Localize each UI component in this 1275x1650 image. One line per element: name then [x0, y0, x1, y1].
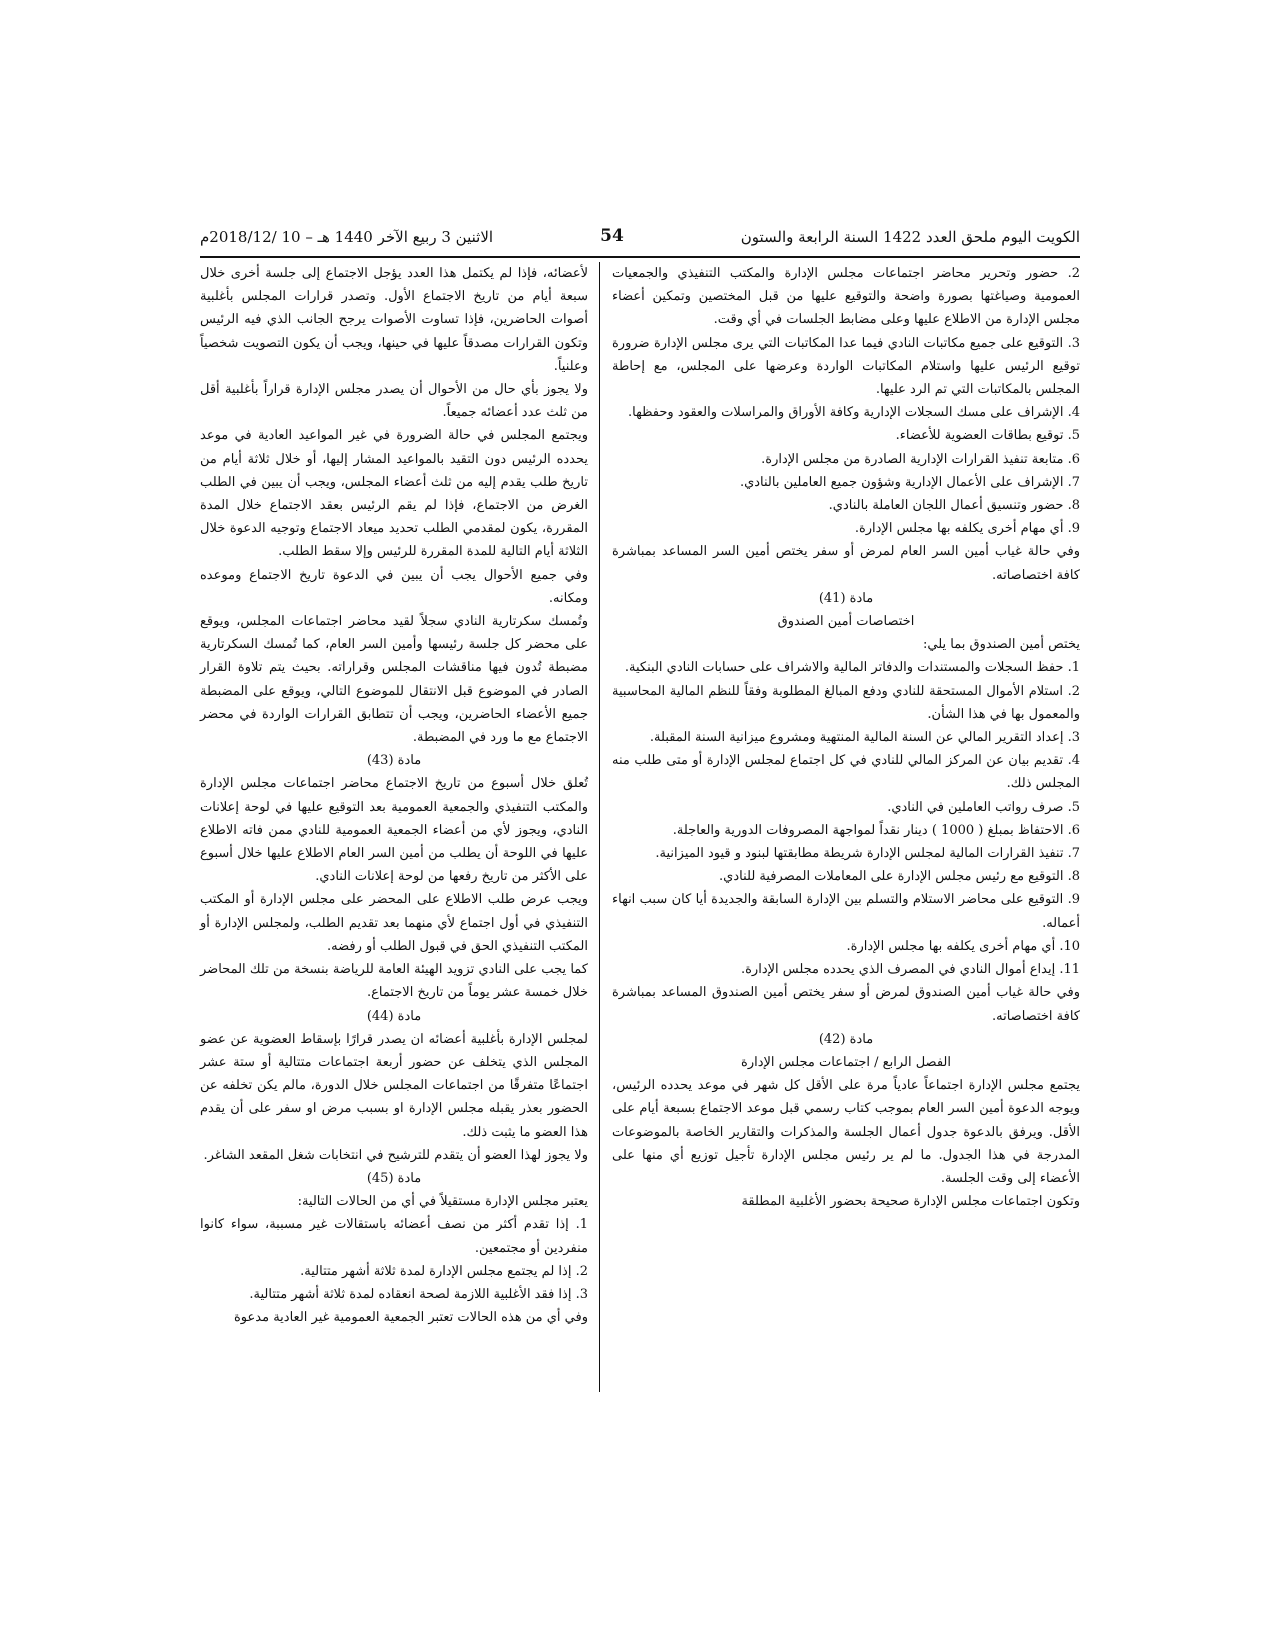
- article-heading: مادة (44): [366, 1008, 422, 1024]
- article-heading: مادة (42): [818, 1031, 874, 1047]
- paragraph: 4. الإشراف على مسك السجلات الإدارية وكافة الأوراق والمراسلات والعقود وحفظها.: [628, 405, 1080, 421]
- paragraph: يجتمع مجلس الإدارة اجتماعاً عادياً مرة على الأقل كل شهر في موعد يحدده الرئيس، ويوجه الدعوة أمين السر العام بموجب كتاب رسمي قبل موعد الاجتماع بسبعة أيام على الأقل. ويرفق بالدعوة جدول أعمال الجلسة والمذكرات والتقارير الخاصة بالموضوعات المدرجة في هذا الجدول. ما لم ير رئيس مجلس الإدارة تأجيل توزيع أي منها على الأعضاء إلى وقت الجلسة.: [612, 1078, 1080, 1186]
- issue-date: الاثنين 3 ربيع الآخر 1440 هـ – 10 /2018/12م: [200, 228, 494, 246]
- publication-title: الكويت اليوم ملحق العدد 1422 السنة الرابعة والستون: [740, 228, 1080, 246]
- paragraph: يعتبر مجلس الإدارة مستقيلاً في أي من الحالات التالية:: [297, 1194, 588, 1210]
- paragraph: يختص أمين الصندوق بما يلي:: [923, 637, 1080, 653]
- paragraph: وفي حالة غياب أمين الصندوق لمرض أو سفر يختص أمين الصندوق المساعد بمباشرة كافة اختصاصاته.: [612, 985, 1080, 1024]
- paragraph: 9. أي مهام أخرى يكلفه بها مجلس الإدارة.: [854, 521, 1080, 537]
- paragraph: 4. تقديم بيان عن المركز المالي للنادي في كل اجتماع لمجلس الإدارة أو متى طلب منه المجلس ذلك.: [612, 753, 1080, 792]
- paragraph: ويجب عرض طلب الاطلاع على المحضر على مجلس الإدارة أو المكتب التنفيذي في أول اجتماع لأي منهما بعد تقديم الطلب، ولمجلس الإدارة أو المكتب التنفيذي الحق في قبول الطلب أو رفضه.: [200, 892, 588, 954]
- article-heading: مادة (43): [366, 753, 422, 769]
- paragraph: ولا يجوز بأي حال من الأحوال أن يصدر مجلس الإدارة قراراً بأغلبية أقل من ثلث عدد أعضائه جميعاً.: [200, 382, 588, 421]
- paragraph: 10. أي مهام أخرى يكلفه بها مجلس الإدارة.: [846, 938, 1080, 954]
- paragraph: 8. حضور وتنسيق أعمال اللجان العاملة بالنادي.: [828, 498, 1080, 514]
- article-heading: مادة (45): [366, 1170, 422, 1186]
- column-divider: [599, 262, 600, 1392]
- paragraph: ويجتمع المجلس في حالة الضرورة في غير المواعيد العادية في موعد يحدده الرئيس دون التقيد بالمواعيد المشار إليها، أو خلال ثلاثة أيام من تاريخ طلب يقدم إليه من ثلث أعضاء المجلس، ويجب أن يبين في الطلب الغرض من الاجتماع، فإذا لم يقم الرئيس بعقد الاجتماع خلال المدة المقررة، يكون لمقدمي الطلب تحديد ميعاد الاجتماع وتوجيه الدعوة خلال الثلاثة أيام التالية للمدة المقررة للرئيس وإلا سقط الطلب.: [200, 428, 588, 560]
- paragraph: لأعضائه، فإذا لم يكتمل هذا العدد يؤجل الاجتماع إلى جلسة أخرى خلال سبعة أيام من تاريخ الاجتماع الأول. وتصدر قرارات المجلس بأغلبية أصوات الحاضرين، فإذا تساوت الأصوات يرجح الجانب الذي فيه الرئيس وتكون القرارات مصدقاً عليها في حينها، ويجب أن يكون التصويت شخصياً وعلنياً.: [200, 266, 588, 374]
- paragraph: 2. استلام الأموال المستحقة للنادي ودفع المبالغ المطلوبة وفقاً للنظم المالية المحاسبية والمعمول بها في هذا الشأن.: [612, 683, 1080, 722]
- paragraph: كما يجب على النادي تزويد الهيئة العامة للرياضة بنسخة من تلك المحاضر خلال خمسة عشر يوماً من تاريخ الاجتماع.: [200, 962, 588, 1001]
- article-heading: الفصل الرابع / اجتماعات مجلس الإدارة: [741, 1054, 951, 1070]
- paragraph: 8. التوقيع مع رئيس مجلس الإدارة على المعاملات المصرفية للنادي.: [719, 869, 1080, 885]
- paragraph: 6. الاحتفاظ بمبلغ ( 1000 ) دينار نقداً لمواجهة المصروفات الدورية والعاجلة.: [672, 822, 1080, 838]
- paragraph: 6. متابعة تنفيذ القرارات الإدارية الصادرة من مجلس الإدارة.: [761, 451, 1080, 467]
- paragraph: 2. إذا لم يجتمع مجلس الإدارة لمدة ثلاثة أشهر متتالية.: [300, 1263, 588, 1279]
- page-number: 54: [600, 226, 624, 246]
- paragraph: 5. توقيع بطاقات العضوية للأعضاء.: [895, 428, 1080, 444]
- paragraph: ولا يجوز لهذا العضو أن يتقدم للترشيح في انتخابات شغل المقعد الشاغر.: [203, 1147, 588, 1163]
- paragraph: 11. إيداع أموال النادي في المصرف الذي يحدده مجلس الإدارة.: [740, 962, 1080, 978]
- paragraph: 3. التوقيع على جميع مكاتبات النادي فيما عدا المكاتبات التي يرى مجلس الإدارة ضرورة توقيع الرئيس عليها واستلام المكاتبات الواردة وعرضها على المجلس، مع إحاطة المجلس بالمكاتبات التي تم الرد عليها.: [612, 335, 1080, 398]
- right-column: [612, 262, 1080, 1213]
- paragraph: لمجلس الإدارة بأغلبية أعضائه ان يصدر قرارًا بإسقاط العضوية عن عضو المجلس الذي يتخلف عن حضور أربعة اجتماعات متتالية أو ستة عشر اجتماعًا متفرقًا من اجتماعات المجلس خلال الدورة، مالم يكن تخلفه عن الحضور بعذر يقبله مجلس الإدارة او بسبب مرض او سفر على أن يقدم هذا العضو ما يثبت ذلك.: [200, 1031, 588, 1140]
- paragraph: 9. التوقيع على محاضر الاستلام والتسلم بين الإدارة السابقة والجديدة أيا كان سبب انهاء أعماله.: [612, 892, 1080, 931]
- paragraph: 3. إعداد التقرير المالي عن السنة المالية المنتهية ومشروع ميزانية السنة المقبلة.: [649, 730, 1080, 746]
- paragraph: وتُمسك سكرتارية النادي سجلاً لقيد محاضر اجتماعات المجلس، ويوقع على محضر كل جلسة رئيسها وأمين السر العام، كما تُمسك السكرتارية مضبطة تُدون فيها مناقشات المجلس وقراراته. بحيث يتم تلاوة القرار الصادر في الموضوع قبل الانتقال للموضوع التالي، ويوقع على المضبطة جميع الأعضاء الحاضرين، ويجب أن تتطابق القرارات الواردة في محضر الاجتماع مع ما ورد في المضبطة.: [200, 614, 588, 746]
- article-heading: مادة (41): [818, 590, 874, 606]
- article-heading: اختصاصات أمين الصندوق: [777, 614, 915, 630]
- paragraph: وفي حالة غياب أمين السر العام لمرض أو سفر يختص أمين السر المساعد بمباشرة كافة اختصاصاته.: [612, 544, 1080, 583]
- paragraph: 3. إذا فقد الأغلبية اللازمة لصحة انعقاده لمدة ثلاثة أشهر متتالية.: [249, 1286, 588, 1302]
- header-rule: [200, 256, 1080, 258]
- paragraph: 7. تنفيذ القرارات المالية لمجلس الإدارة شريطة مطابقتها لبنود و قيود الميزانية.: [655, 846, 1080, 862]
- page-header: [200, 228, 1080, 256]
- paragraph: وفي أي من هذه الحالات تعتبر الجمعية العمومية غير العادية مدعوة: [234, 1310, 588, 1326]
- paragraph: 7. الإشراف على الأعمال الإدارية وشؤون جميع العاملين بالنادي.: [739, 474, 1080, 490]
- paragraph: وفي جميع الأحوال يجب أن يبين في الدعوة تاريخ الاجتماع وموعده ومكانه.: [200, 567, 588, 606]
- paragraph: 2. حضور وتحرير محاضر اجتماعات مجلس الإدارة والمكتب التنفيذي والجمعيات العمومية وصياغتها بصورة واضحة والتوقيع عليها من قبل المختصين وتمكين أعضاء مجلس الإدارة من الاطلاع عليها وعلى مضابط الجلسات في أي وقت.: [612, 266, 1080, 328]
- paragraph: 1. حفظ السجلات والمستندات والدفاتر المالية والاشراف على حسابات النادي البنكية.: [624, 660, 1080, 676]
- paragraph: 5. صرف رواتب العاملين في النادي.: [887, 799, 1080, 815]
- paragraph: 1. إذا تقدم أكثر من نصف أعضائه باستقالات غير مسببة، سواء كانوا منفردين أو مجتمعين.: [200, 1217, 588, 1256]
- paragraph: تُعلق خلال أسبوع من تاريخ الاجتماع محاضر اجتماعات مجلس الإدارة والمكتب التنفيذي والجمعية العمومية بعد التوقيع عليها في لوحة إعلانات النادي، ويجوز لأي من أعضاء الجمعية العمومية للنادي ممن فاته الاطلاع عليها في اللوحة أن يطلب من أمين السر العام الاطلاع عليها خلال أسبوع على الأكثر من تاريخ رفعها من لوحة إعلانات النادي.: [200, 776, 588, 885]
- paragraph: وتكون اجتماعات مجلس الإدارة صحيحة بحضور الأغلبية المطلقة: [741, 1194, 1080, 1210]
- left-column: [200, 262, 588, 1329]
